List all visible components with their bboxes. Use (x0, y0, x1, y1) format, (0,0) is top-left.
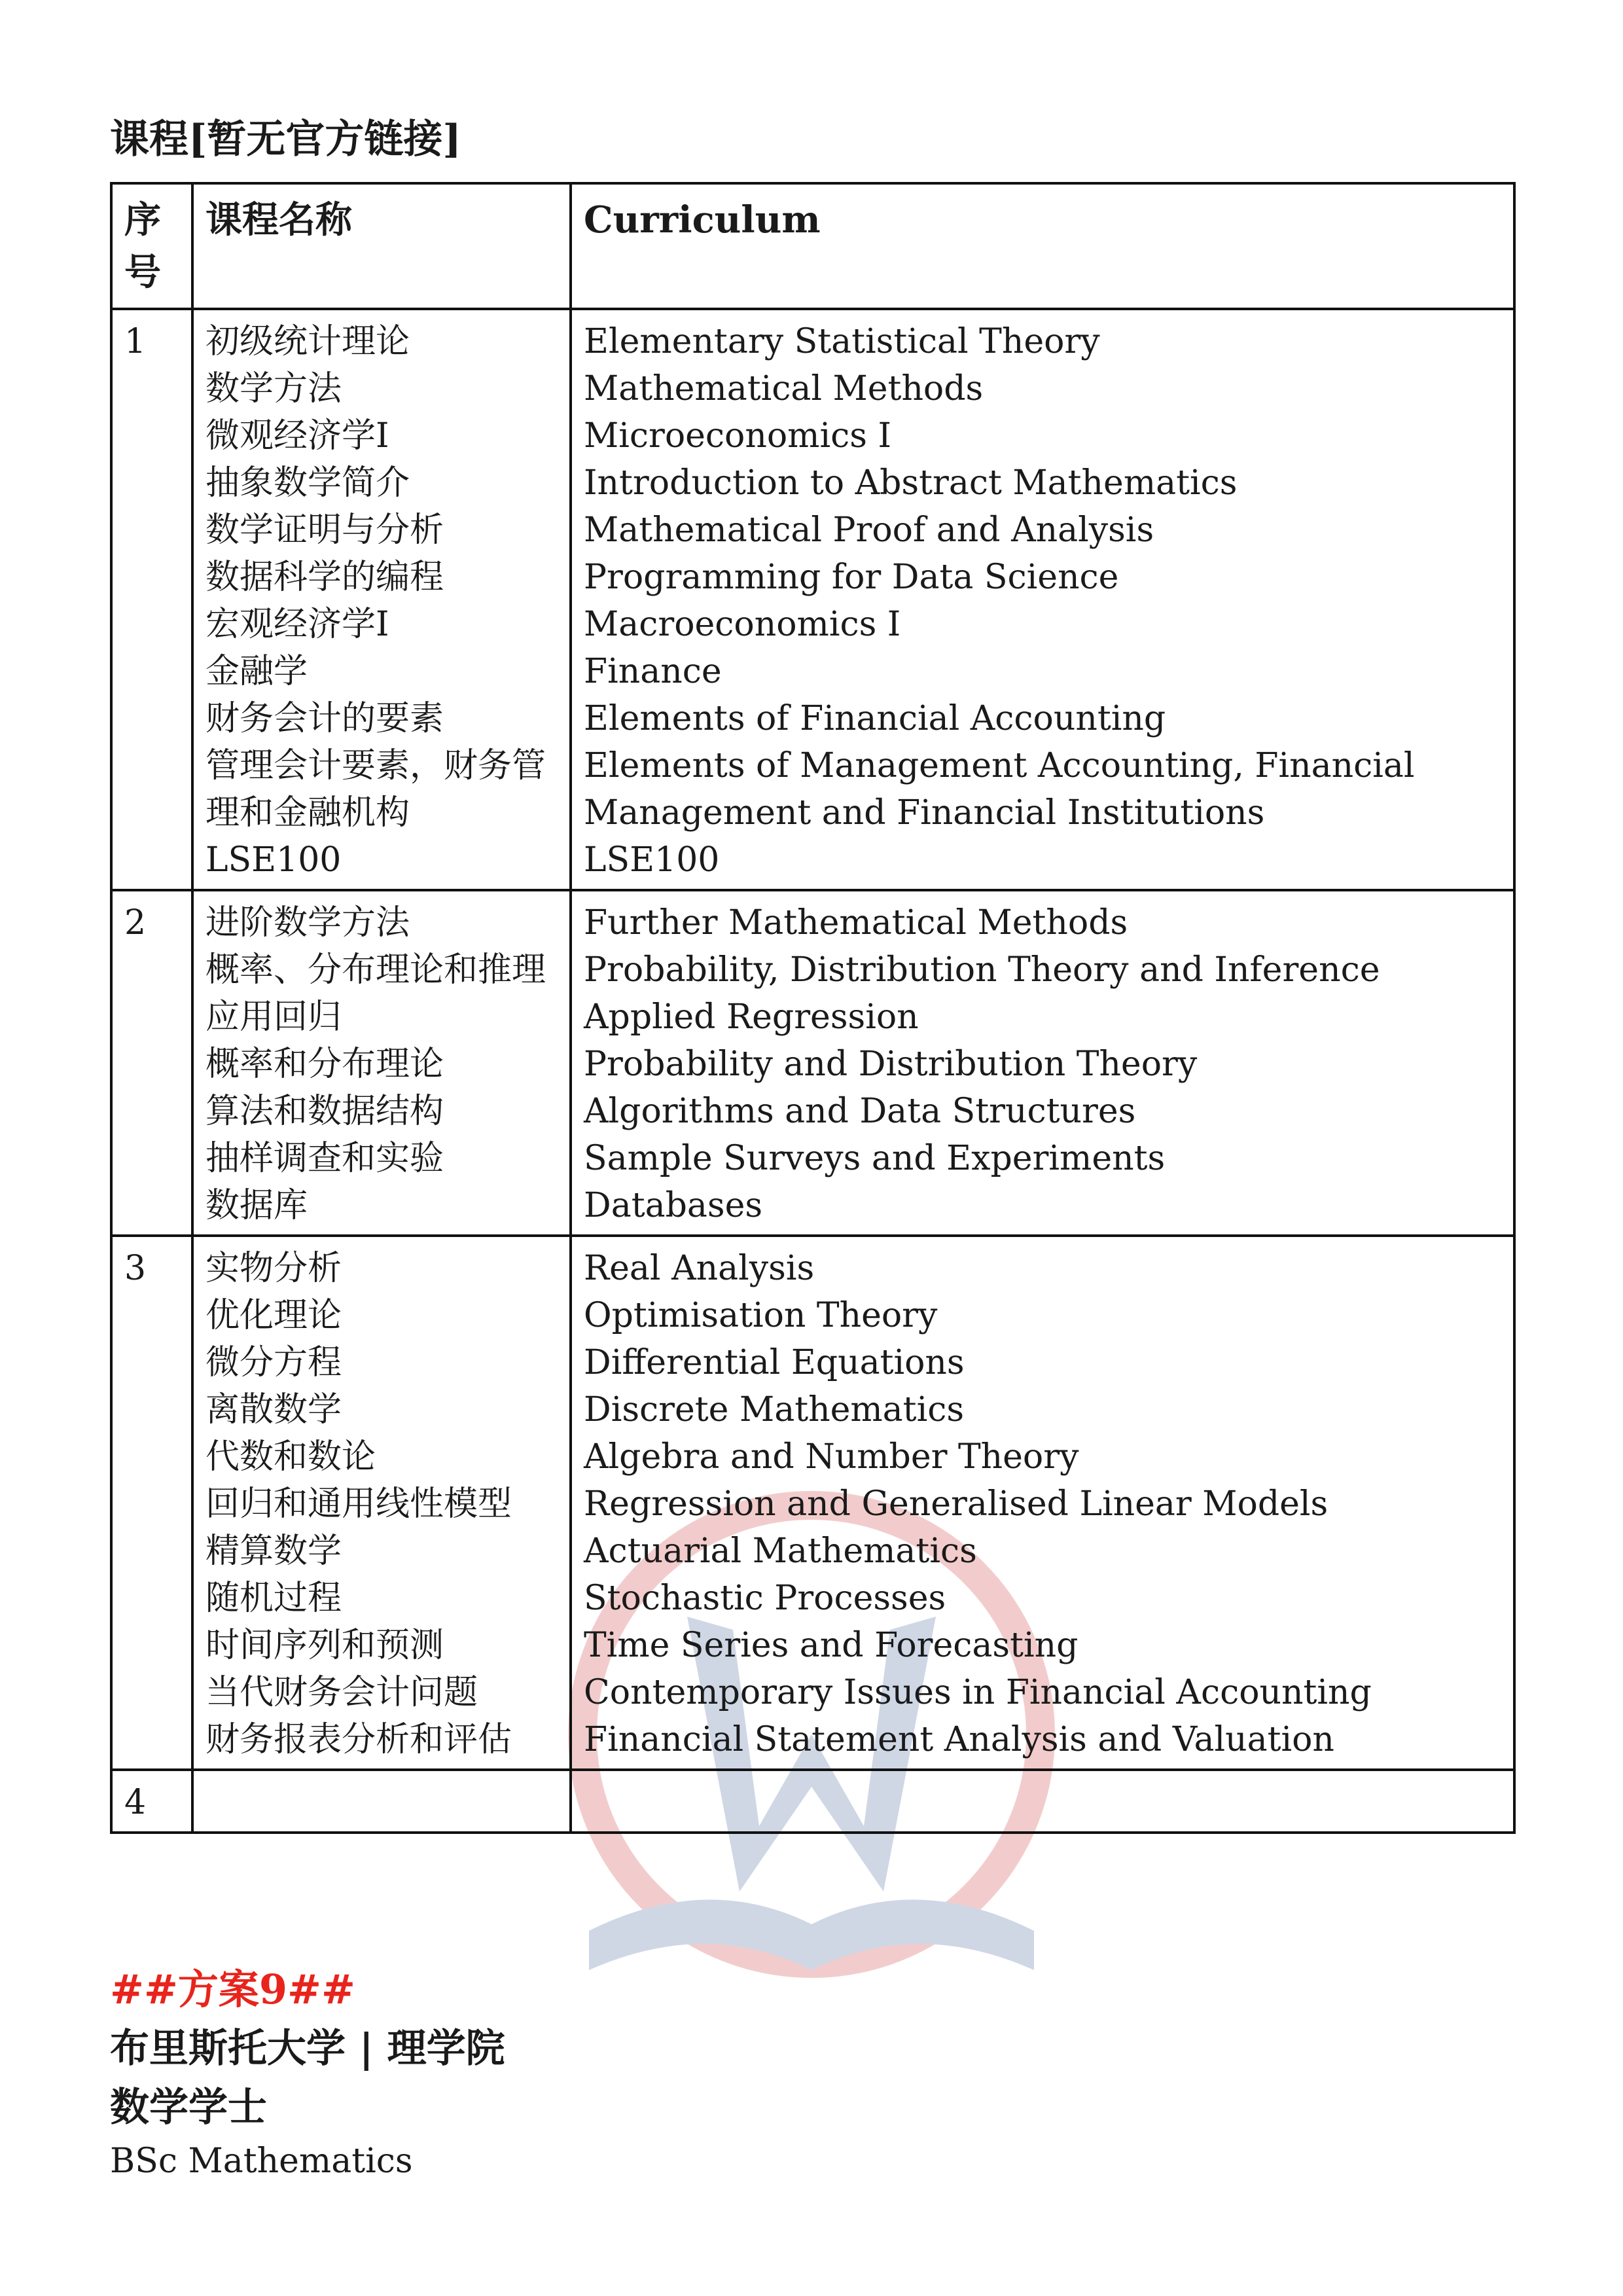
course-names-en (571, 890, 1514, 1236)
course-name-cn: 离散数学 (205, 1390, 342, 1429)
course-name-cn: 进阶数学方法 (205, 903, 410, 942)
course-names-cn (192, 309, 571, 890)
course-name-cn: 抽象数学简介 (205, 463, 410, 503)
course-name-en: Algebra and Number Theory (584, 1437, 1079, 1477)
course-name-cn: 抽样调查和实验 (205, 1139, 444, 1178)
course-name-cn: 随机过程 (205, 1579, 342, 1618)
course-name-cn: 微分方程 (205, 1343, 342, 1382)
course-name-cn: 数据科学的编程 (205, 558, 444, 597)
course-names-cn (192, 1236, 571, 1770)
course-name-en: Databases (584, 1186, 763, 1225)
course-name-cn: 管理会计要素，财务管 (205, 746, 546, 785)
course-name-en: Applied Regression (584, 997, 919, 1037)
course-name-cn: 理和金融机构 (205, 793, 410, 833)
curriculum-table (110, 182, 1516, 1834)
course-name-en: Finance (584, 652, 722, 691)
plan-label: ##方案9## (110, 1965, 355, 2013)
course-name-en: Differential Equations (584, 1343, 965, 1382)
course-name-en: Financial Statement Analysis and Valuation (584, 1720, 1334, 1759)
course-name-cn: 财务报表分析和评估 (205, 1720, 512, 1759)
university-faculty: 布里斯托大学 | 理学院 (110, 2026, 505, 2072)
course-name-cn: 财务会计的要素 (205, 699, 444, 738)
course-name-en: Management and Financial Institutions (584, 793, 1265, 833)
course-name-cn: 代数和数论 (205, 1437, 376, 1477)
course-name-cn: 数学证明与分析 (205, 511, 444, 550)
course-name-en: Mathematical Proof and Analysis (584, 511, 1154, 550)
row-number: 2 (111, 890, 192, 1236)
header-no: 序号 (111, 183, 192, 309)
course-name-en: Discrete Mathematics (584, 1390, 965, 1429)
table-row (111, 309, 1514, 890)
course-name-cn: 数学方法 (205, 369, 342, 408)
table-row (111, 1770, 1514, 1833)
course-name-cn: 精算数学 (205, 1532, 342, 1571)
degree-title-cn: 数学学士 (110, 2085, 267, 2130)
course-name-cn: 初级统计理论 (205, 322, 410, 361)
table-header-row (111, 183, 1514, 309)
course-name-en: Mathematical Methods (584, 369, 984, 408)
course-name-cn: 时间序列和预测 (205, 1626, 444, 1665)
course-name-en: Macroeconomics I (584, 605, 901, 644)
course-name-en: Real Analysis (584, 1249, 815, 1288)
course-name-en: Elements of Financial Accounting (584, 699, 1166, 738)
table-row (111, 1236, 1514, 1770)
course-name-cn: 实物分析 (205, 1249, 342, 1288)
course-name-en: Sample Surveys and Experiments (584, 1139, 1166, 1178)
course-name-en: Algorithms and Data Structures (584, 1092, 1136, 1131)
course-name-en: Programming for Data Science (584, 558, 1119, 597)
course-name-en: Microeconomics I (584, 416, 891, 456)
course-name-cn: 优化理论 (205, 1296, 342, 1335)
course-name-en: Optimisation Theory (584, 1296, 938, 1335)
course-names-cn (192, 890, 571, 1236)
course-name-en: Elements of Management Accounting, Financial (584, 746, 1415, 785)
row-number: 1 (111, 309, 192, 890)
course-name-en: Time Series and Forecasting (584, 1626, 1079, 1665)
course-name-cn: LSE100 (205, 840, 342, 880)
row-number: 3 (111, 1236, 192, 1770)
course-name-cn: 回归和通用线性模型 (205, 1484, 512, 1524)
course-name-cn: 金融学 (205, 652, 308, 691)
course-name-cn: 数据库 (205, 1186, 308, 1225)
course-names-cn (192, 1770, 571, 1833)
course-name-cn: 应用回归 (205, 997, 342, 1037)
row-number: 4 (111, 1770, 192, 1833)
course-name-en: Elementary Statistical Theory (584, 322, 1100, 361)
course-names-en (571, 309, 1514, 890)
course-name-cn: 宏观经济学I (205, 605, 389, 644)
course-name-en: Probability and Distribution Theory (584, 1045, 1198, 1084)
course-name-cn: 概率和分布理论 (205, 1045, 444, 1084)
course-names-en (571, 1770, 1514, 1833)
course-name-en: Introduction to Abstract Mathematics (584, 463, 1238, 503)
section-heading: 课程[暂无官方链接] (110, 117, 461, 162)
course-name-en: Actuarial Mathematics (584, 1532, 977, 1571)
course-names-en (571, 1236, 1514, 1770)
course-name-en: Regression and Generalised Linear Models (584, 1484, 1329, 1524)
course-name-en: LSE100 (584, 840, 720, 880)
header-curriculum: Curriculum (571, 183, 1514, 309)
course-name-en: Stochastic Processes (584, 1579, 946, 1618)
course-name-en: Probability, Distribution Theory and Inference (584, 950, 1380, 990)
course-name-cn: 算法和数据结构 (205, 1092, 444, 1131)
course-name-cn: 微观经济学I (205, 416, 389, 456)
table-row (111, 890, 1514, 1236)
degree-title-en: BSc Mathematics (110, 2142, 413, 2181)
course-name-en: Contemporary Issues in Financial Accounting (584, 1673, 1372, 1712)
course-name-cn: 概率、分布理论和推理 (205, 950, 546, 990)
course-name-cn: 当代财务会计问题 (205, 1673, 478, 1712)
header-course-name: 课程名称 (192, 183, 571, 309)
course-name-en: Further Mathematical Methods (584, 903, 1128, 942)
